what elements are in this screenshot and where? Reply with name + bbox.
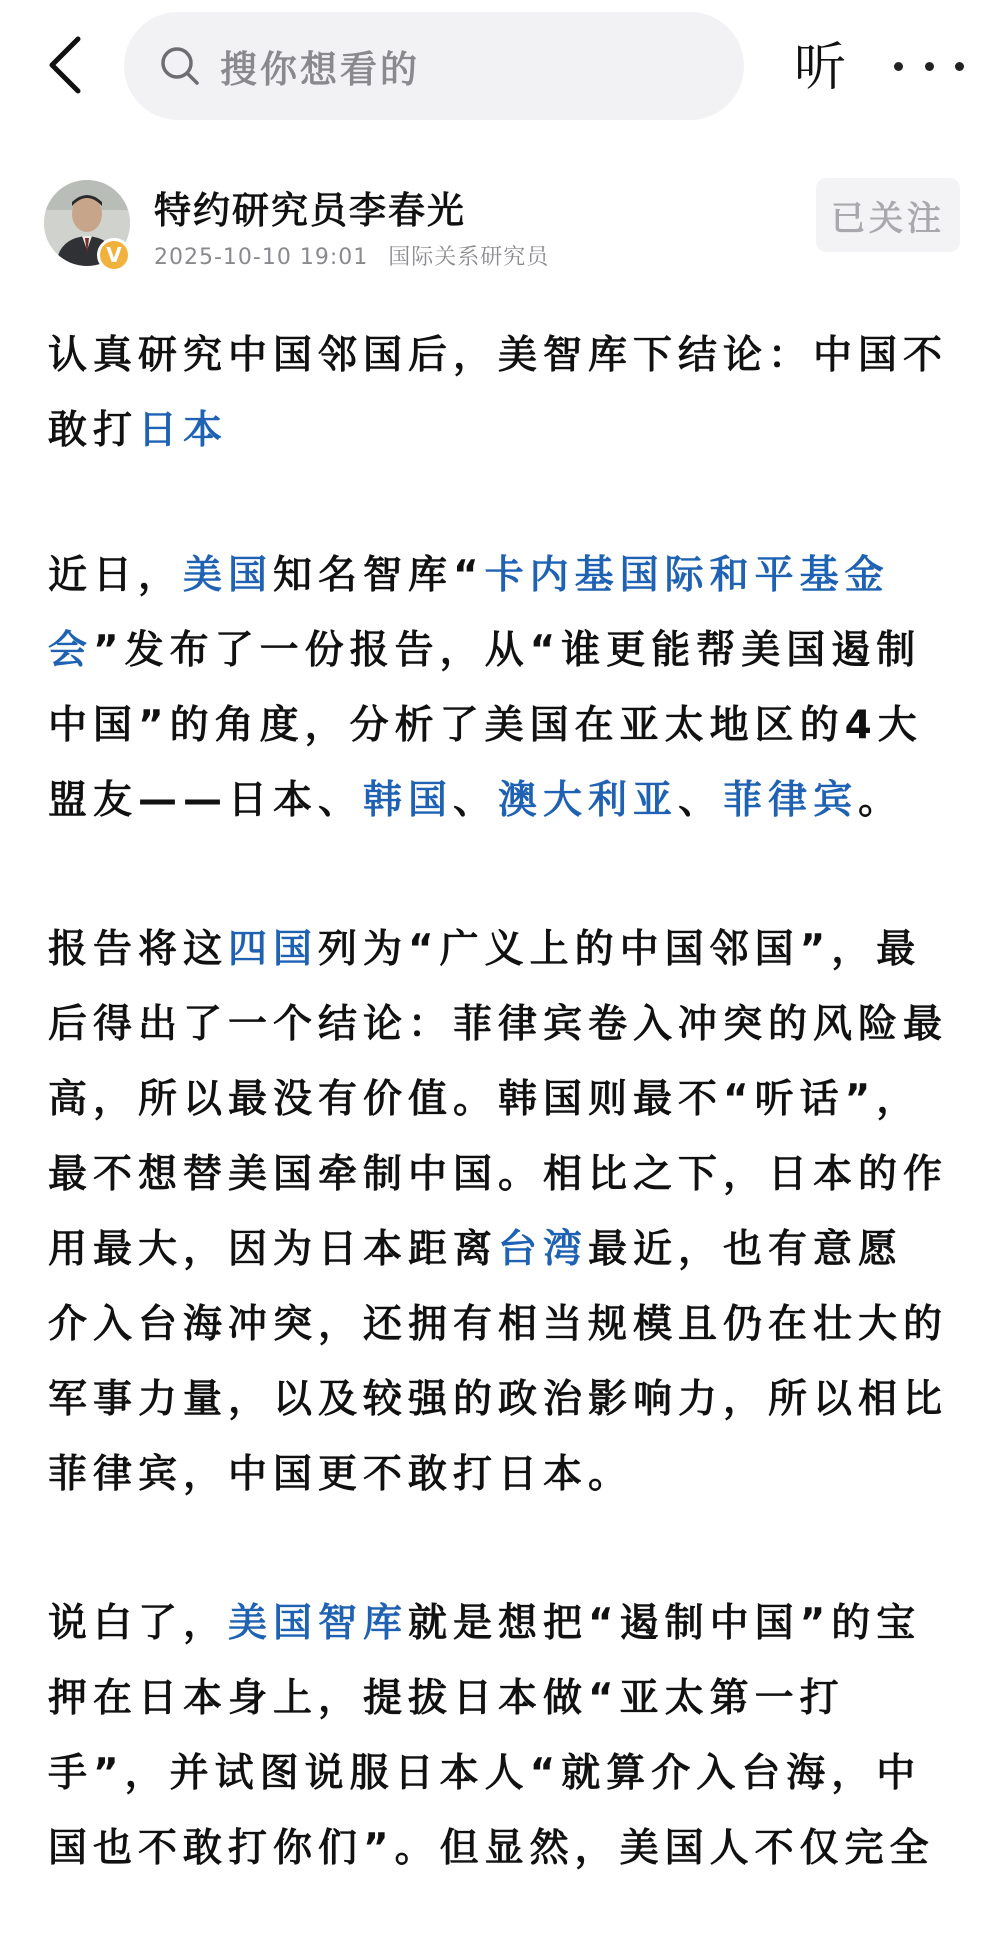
paragraph-text: 列为“广义上的中国邻国”，最后得出了一个结论：菲律宾卷入冲突的风险最高，所以最没有价值。韩国则最不“听话”，最不想替美国牵制中国。相比之下，日本的作用最大，因为日本距离 (48, 927, 949, 1272)
keyword-link[interactable]: 美国 (183, 553, 274, 598)
verified-icon: V (97, 238, 131, 272)
listen-button[interactable]: 听 (794, 38, 847, 98)
search-input[interactable] (124, 12, 744, 120)
back-button[interactable] (40, 30, 90, 100)
keyword-link[interactable]: 韩国 (363, 778, 454, 823)
keyword-link[interactable]: 四国 (228, 927, 319, 972)
article-title (48, 318, 948, 468)
paragraph-text: 就是想把“遏制中国”的宝押在日本身上，提拔日本做“亚太第一打手”，并试图说服日本人“就算介入台海，中国也不敢打你们”。但显然，美国人不仅完全 (48, 1601, 935, 1871)
keyword-link[interactable]: 美国智库 (228, 1601, 409, 1646)
paragraph-text: 说白了， (48, 1601, 229, 1646)
author-title: 国际关系研究员 (388, 245, 550, 270)
paragraph-text: 、 (453, 778, 499, 823)
article-paragraph (48, 912, 948, 1512)
keyword-link[interactable]: 菲律宾 (723, 778, 859, 823)
paragraph-text: 最近，也有意愿介入台海冲突，还拥有相当规模且仍在壮大的军事力量，以及较强的政治影响力，所以相比菲律宾，中国更不敢打日本。 (48, 1227, 949, 1497)
paragraph-text: 近日， (48, 553, 184, 598)
more-dots-icon (894, 62, 903, 71)
keyword-link[interactable]: 日本 (138, 408, 229, 453)
top-bar (0, 0, 986, 130)
paragraph-text: 、 (678, 778, 724, 823)
paragraph-text: 认真研究中国邻国后，美智库下结论：中国不敢打 (48, 333, 949, 453)
author-name[interactable]: 特约研究员李春光 (154, 189, 466, 232)
search-icon (158, 44, 202, 88)
paragraph-text: 。 (858, 778, 904, 823)
search-placeholder: 搜你想看的 (220, 48, 420, 91)
paragraph-text: 报告将这 (48, 927, 229, 972)
author-header (0, 168, 986, 278)
keyword-link[interactable]: 卡内基国际和平基金会 (48, 553, 890, 673)
author-meta (154, 240, 561, 271)
back-arrow-icon (48, 35, 82, 95)
article-paragraph (48, 1586, 948, 1886)
paragraph-text: ”发布了一份报告，从“谁更能帮美国遏制中国”的角度，分析了美国在亚太地区的4大盟友——日本、 (48, 628, 923, 823)
keyword-link[interactable]: 澳大利亚 (498, 778, 679, 823)
keyword-link[interactable]: 台湾 (498, 1227, 589, 1272)
post-date: 2025-10-10 19:01 (154, 245, 369, 270)
more-button[interactable] (894, 44, 964, 88)
article-paragraph (48, 538, 948, 838)
article-body (48, 318, 948, 1960)
paragraph-text: 知名智库“ (273, 553, 485, 598)
follow-button[interactable]: 已关注 (816, 178, 960, 252)
